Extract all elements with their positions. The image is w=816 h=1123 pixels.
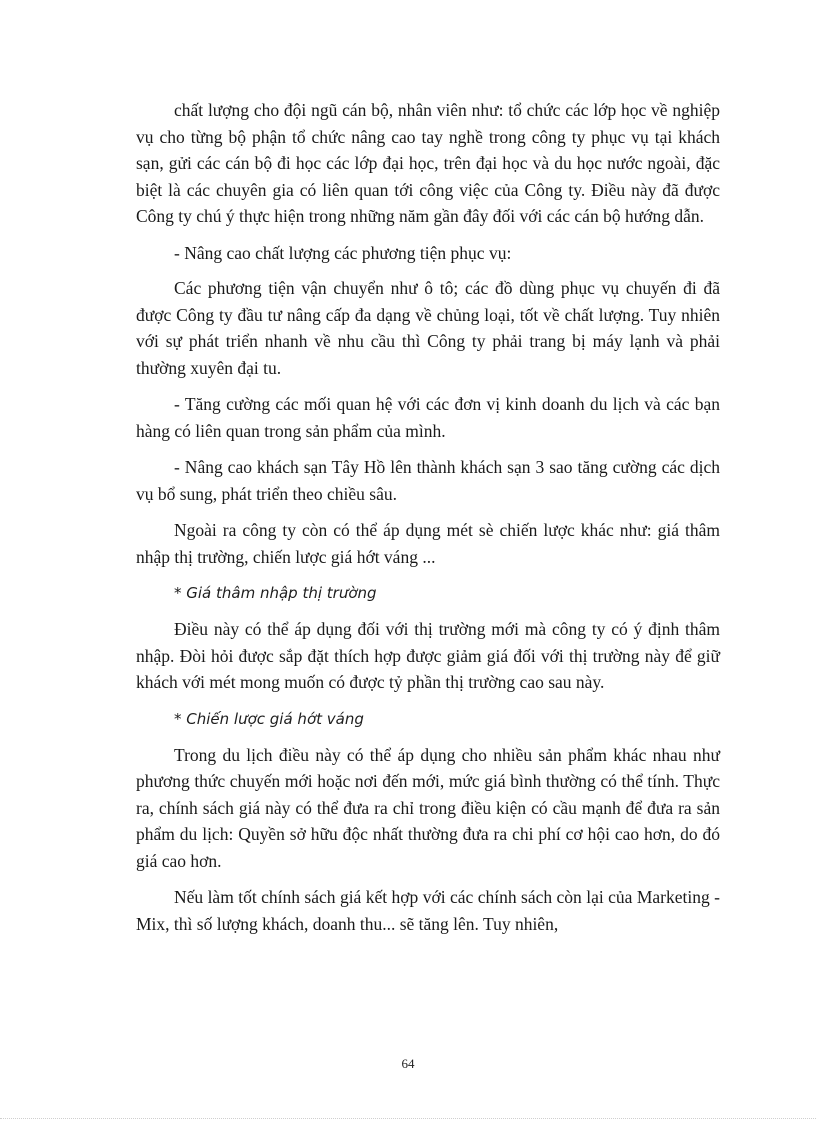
paragraph-skimming: Trong du lịch điều này có thể áp dụng cho nhiều sản phẩm khác nhau như phương thức chuyến mới hoặc nơi đến mới, mức giá bình thường có thể tính. Thực ra, chính sách giá này có thể đưa ra chỉ trong điều kiện có cầu mạnh để đưa ra sản phẩm du lịch: Quyền sở hữu độc nhất thường đưa ra chi phí cơ hội cao hơn, do đó giá cao hơn. — [136, 744, 720, 871]
paragraph-other-strategies: Ngoài ra công ty còn có thể áp dụng mét sè chiến lược khác như: giá thâm nhập thị trường, chiến lược giá hớt váng ... — [136, 520, 720, 567]
paragraph-marketing-mix: Nếu làm tốt chính sách giá kết hợp với các chính sách còn lại của Marketing - Mix, thì số lượng khách, doanh thu... sẽ tăng lên. Tuy nhiên, — [136, 887, 720, 934]
page-body — [136, 97, 720, 947]
paragraph-penetration: Điều này có thể áp dụng đối với thị trường mới mà công ty có ý định thâm nhập. Đòi hỏi được sắp đặt thích hợp được giảm giá đối với thị trường này để giữ khách với mét mong muốn có được tỷ phần thị trường cao sau này. — [136, 619, 720, 692]
heading-skimming-price: * Chiến lược giá hớt váng — [174, 709, 364, 728]
paragraph-transport: Các phương tiện vận chuyển như ô tô; các đồ dùng phục vụ chuyến đi đã được Công ty đầu tư nâng cấp đa dạng về chủng loại, tốt về chất lượng. Tuy nhiên với sự phát triển nhanh về nhu cầu thì Công ty phải trang bị máy lạnh và phải thường xuyên đại tu. — [136, 278, 720, 378]
heading-penetration-price: * Giá thâm nhập thị trường — [174, 584, 377, 602]
paragraph-hotel-upgrade: - Nâng cao khách sạn Tây Hồ lên thành khách sạn 3 sao tăng cường các dịch vụ bổ sung, phát triển theo chiều sâu. — [136, 457, 720, 504]
paragraph-relations: - Tăng cường các mối quan hệ với các đơn vị kinh doanh du lịch và các bạn hàng có liên quan trong sản phẩm của mình. — [136, 394, 720, 441]
paragraph-service-quality-heading: - Nâng cao chất lượng các phương tiện phục vụ: — [174, 242, 512, 263]
page-bottom-divider — [0, 1118, 816, 1119]
paragraph-training: chất lượng cho đội ngũ cán bộ, nhân viên như: tổ chức các lớp học về nghiệp vụ cho từng bộ phận tổ chức nâng cao tay nghề trong công ty phục vụ tại khách sạn, gửi các cán bộ đi học các lớp đại học, trên đại học và du học nước ngoài, đặc biệt là các chuyên gia có liên quan tới công việc của Công ty. Điều này đã được Công ty chú ý thực hiện trong những năm gần đây đối với các cán bộ hướng dẫn. — [136, 100, 720, 226]
page-number: 64 — [401, 1056, 415, 1071]
